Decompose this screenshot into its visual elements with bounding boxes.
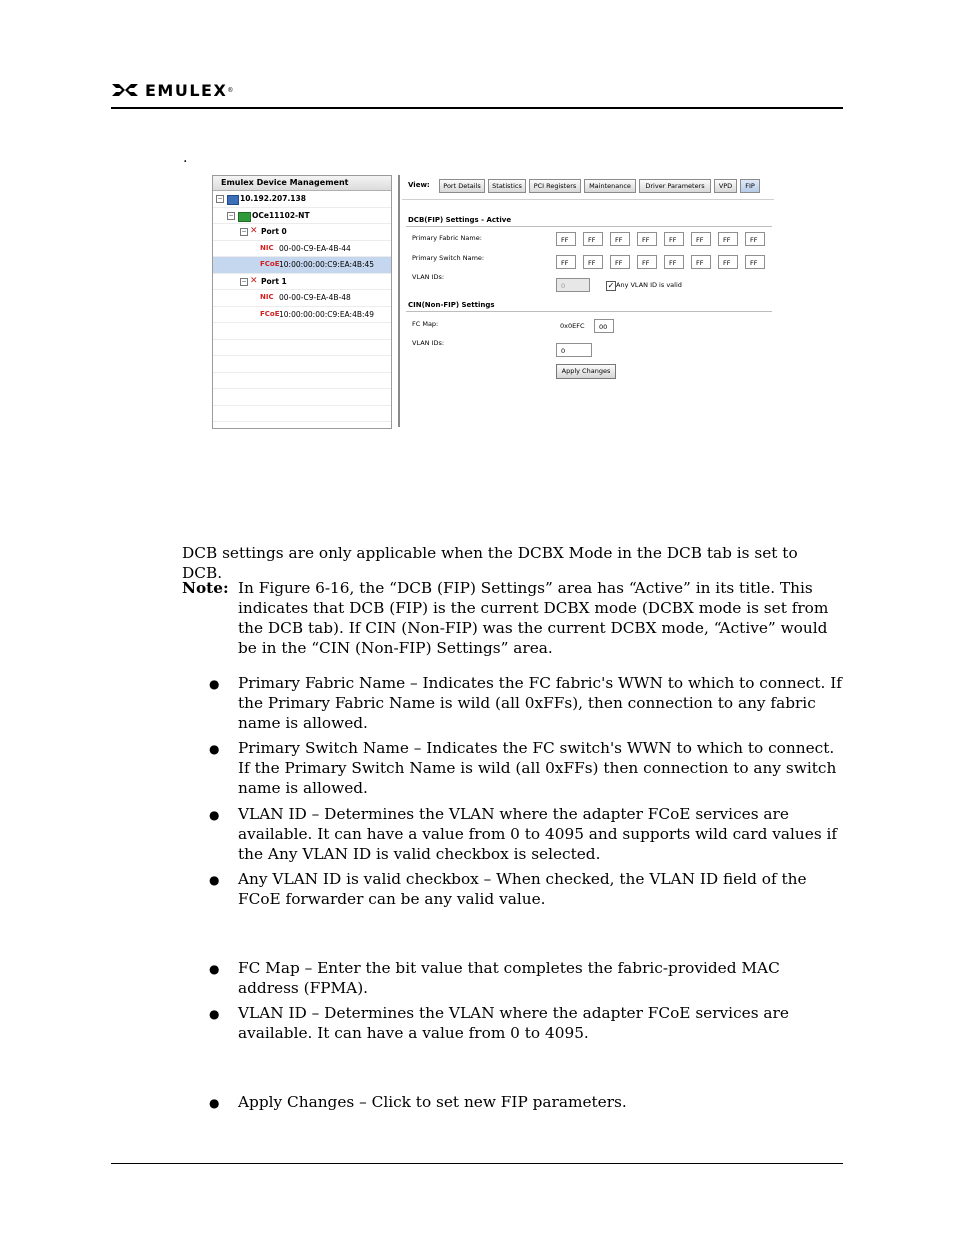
emulex-logo-icon: [111, 82, 139, 98]
nic-icon: NIC: [260, 293, 274, 301]
emulex-logo: [111, 80, 233, 100]
tab-fip[interactable]: FIP: [740, 179, 760, 193]
view-label: View:: [408, 181, 430, 189]
bullet-any-vlan: Any VLAN ID is valid checkbox – When checked, the VLAN ID field of the FCoE forwarder can be any valid value.: [238, 870, 807, 908]
logo-trademark: ®: [227, 86, 234, 94]
collapse-icon[interactable]: −: [228, 211, 234, 219]
collapse-icon[interactable]: −: [217, 195, 223, 202]
section-divider: [406, 311, 772, 312]
tab-vpd[interactable]: VPD: [714, 179, 737, 193]
section-divider: [406, 226, 772, 227]
cin-vlan-input[interactable]: 0: [556, 343, 592, 357]
bullet-icon: ●: [209, 677, 220, 691]
port-icon: ✕: [250, 226, 258, 236]
apply-changes-button[interactable]: Apply Changes: [556, 364, 616, 379]
nic-label: 00-00-C9-EA-4B-48: [279, 293, 351, 302]
primary-fabric-byte-input[interactable]: FF: [583, 232, 603, 246]
bullet-icon: ●: [209, 873, 220, 887]
primary-fabric-byte-input[interactable]: FF: [556, 232, 576, 246]
tree-empty-row: [213, 406, 391, 423]
bullet-icon: ●: [209, 742, 220, 756]
primary-switch-byte-input[interactable]: FF: [664, 255, 684, 269]
tab-driver-parameters[interactable]: Driver Parameters: [639, 179, 711, 193]
primary-fabric-byte-input[interactable]: FF: [718, 232, 738, 246]
bullet-fc-map: FC Map – Enter the bit value that completes the fabric-provided MAC address (FPMA).: [238, 959, 780, 997]
device-tree: [212, 175, 392, 429]
primary-switch-byte-input[interactable]: FF: [691, 255, 711, 269]
tree-empty-row: [213, 323, 391, 340]
nic-label: 00-00-C9-EA-4B-44: [279, 243, 351, 253]
fc-map-label: FC Map:: [412, 320, 439, 328]
tree-fcoe[interactable]: [213, 307, 391, 324]
tree-nic[interactable]: [213, 241, 391, 258]
tree-title: Emulex Device Management: [213, 176, 391, 191]
fcoe-label: 10:00:00:00:C9:EA:4B:49: [279, 309, 375, 319]
bullet-vlan-id: VLAN ID – Determines the VLAN where the adapter FCoE services are available. It can have a value from 0 to 4095 and supports wild card values if the Any VLAN ID is valid checkbox is selected.: [238, 805, 838, 863]
dcb-vlan-label: VLAN IDs:: [412, 273, 445, 281]
fip-screenshot: [212, 175, 774, 427]
tree-port[interactable]: [213, 274, 391, 291]
primary-switch-label: Primary Switch Name:: [412, 254, 485, 262]
primary-fabric-byte-input[interactable]: FF: [664, 232, 684, 246]
footer-rule: [111, 1163, 843, 1164]
fcoe-label: 10:00:00:00:C9:EA:4B:45: [279, 260, 375, 269]
primary-fabric-byte-input[interactable]: FF: [610, 232, 630, 246]
tab-statistics[interactable]: Statistics: [488, 179, 526, 193]
fc-map-prefix: 0x0EFC: [560, 322, 585, 330]
adapter-label: OCe11102-NT: [252, 210, 310, 220]
primary-switch-byte-input[interactable]: FF: [637, 255, 657, 269]
primary-switch-byte-input[interactable]: FF: [610, 255, 630, 269]
tab-port-details[interactable]: Port Details: [439, 179, 485, 193]
collapse-icon[interactable]: −: [241, 228, 247, 235]
stray-dot: .: [183, 150, 188, 166]
adapter-icon: [238, 212, 251, 222]
note-label: Note:: [182, 579, 229, 597]
bullet-icon: ●: [209, 1096, 220, 1110]
primary-switch-byte-input[interactable]: FF: [718, 255, 738, 269]
tree-empty-row: [213, 340, 391, 357]
tree-port[interactable]: [213, 224, 391, 241]
bullet-icon: ●: [209, 1007, 220, 1021]
bullet-icon: ●: [209, 962, 220, 976]
host-icon: [227, 195, 239, 205]
any-vlan-label: Any VLAN ID is valid: [616, 281, 682, 289]
collapse-icon[interactable]: −: [241, 277, 247, 285]
tree-adapter[interactable]: [213, 208, 391, 225]
tree-host[interactable]: [213, 191, 391, 208]
primary-fabric-byte-input[interactable]: FF: [691, 232, 711, 246]
primary-switch-byte-input[interactable]: FF: [745, 255, 765, 269]
nic-icon: NIC: [260, 243, 274, 252]
tree-fcoe-selected[interactable]: [213, 257, 391, 274]
primary-switch-byte-input[interactable]: FF: [583, 255, 603, 269]
bullet-apply-changes: Apply Changes – Click to set new FIP parameters.: [238, 1093, 627, 1111]
tree-empty-row: [213, 389, 391, 406]
primary-fabric-byte-input[interactable]: FF: [745, 232, 765, 246]
primary-switch-byte-input[interactable]: FF: [556, 255, 576, 269]
dcb-vlan-input[interactable]: 0: [556, 278, 590, 292]
cin-section-title: CIN(Non-FIP) Settings: [408, 301, 495, 309]
note-text: In Figure 6-16, the “DCB (FIP) Settings” area has “Active” in its title. This indicates that DCB (FIP) is the current DCBX mode (DCBX mode is set from the DCB tab). If CIN (Non-FIP) was the current DCBX mode, “Active” would be in the “CIN (Non-FIP) Settings” area.: [238, 579, 829, 657]
tree-empty-row: [213, 373, 391, 390]
bullet-cin-vlan-id: VLAN ID – Determines the VLAN where the adapter FCoE services are available. It can have a value from 0 to 4095.: [238, 1004, 789, 1042]
tab-maintenance[interactable]: Maintenance: [584, 179, 636, 193]
dcb-section-title: DCB(FIP) Settings - Active: [408, 216, 512, 224]
logo-wordmark: EMULEX: [145, 80, 228, 100]
fcoe-icon: FCoE: [260, 309, 280, 318]
splitter[interactable]: [398, 175, 400, 427]
bullet-icon: ●: [209, 808, 220, 822]
header-rule: [111, 107, 843, 109]
fip-panel: [402, 175, 774, 427]
tab-pci-registers[interactable]: PCI Registers: [529, 179, 581, 193]
any-vlan-checkbox[interactable]: ✓: [607, 281, 615, 290]
port-label: Port 1: [261, 276, 287, 286]
host-label: 10.192.207.138: [240, 194, 306, 203]
bullet-primary-switch: Primary Switch Name – Indicates the FC switch's WWN to which to connect. If the Primary Switch Name is wild (all 0xFFs) then connection to any switch name is allowed.: [238, 739, 837, 797]
port-icon: ✕: [250, 275, 258, 286]
fcoe-icon: FCoE: [260, 260, 280, 268]
cin-vlan-label: VLAN IDs:: [412, 339, 445, 347]
view-bar: [402, 175, 774, 200]
primary-fabric-label: Primary Fabric Name:: [412, 234, 482, 242]
bullet-primary-fabric: Primary Fabric Name – Indicates the FC fabric's WWN to which to connect. If the Primary Fabric Name is wild (all 0xFFs), then connection to any fabric name is allowed.: [238, 674, 842, 732]
tree-nic[interactable]: [213, 290, 391, 307]
tree-empty-row: [213, 356, 391, 373]
port-label: Port 0: [261, 227, 287, 236]
intro-paragraph: DCB settings are only applicable when the DCBX Mode in the DCB tab is set to DCB.: [182, 544, 798, 582]
primary-fabric-byte-input[interactable]: FF: [637, 232, 657, 246]
fc-map-input[interactable]: 00: [594, 319, 614, 333]
